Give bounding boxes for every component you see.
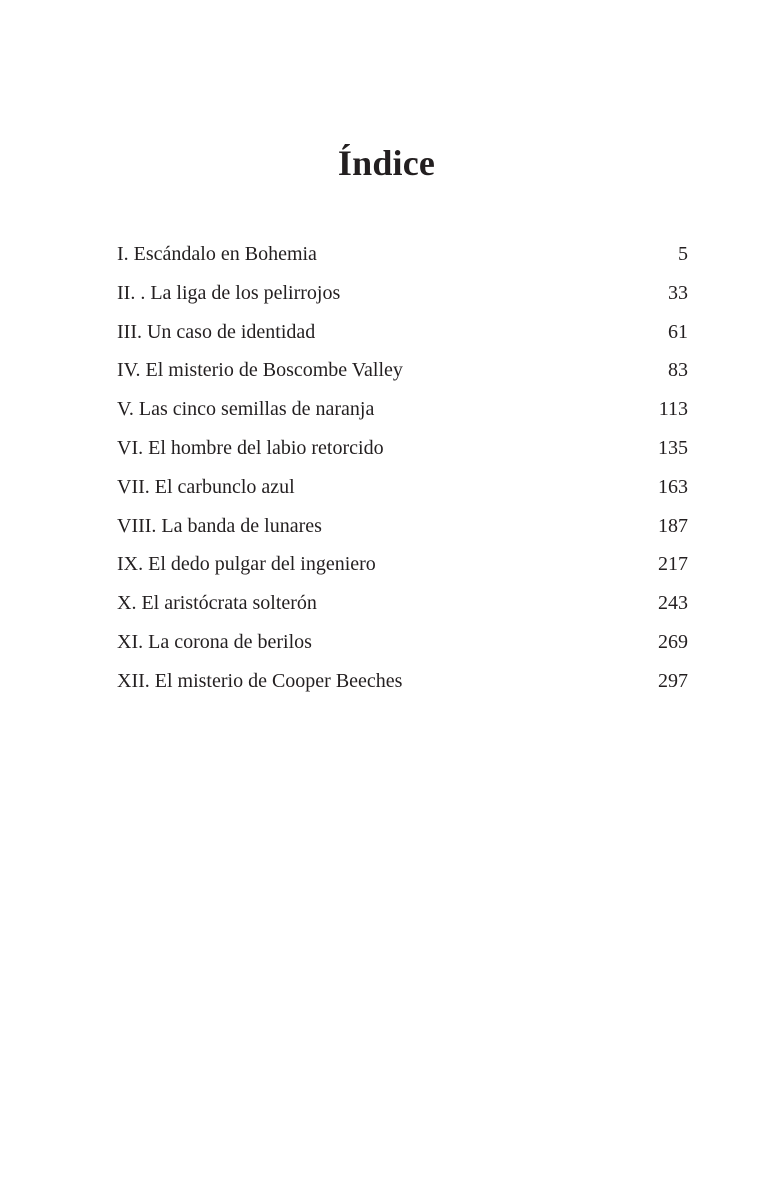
toc-entry-page: 297 (658, 669, 688, 692)
toc-entry-label: IV. El misterio de Boscombe Valley (117, 359, 403, 382)
toc-entry (117, 390, 688, 429)
page-title: Índice (337, 143, 436, 183)
toc-entry (117, 623, 688, 662)
toc-entry-page: 5 (678, 243, 688, 265)
toc-entry (117, 351, 688, 390)
toc-entry (117, 584, 688, 623)
toc-entry-label: II. . La liga de los pelirrojos (117, 281, 341, 304)
toc-entry-label: III. Un caso de identidad (117, 320, 316, 343)
toc-entry-page: 33 (668, 281, 688, 304)
table-of-contents (117, 235, 688, 701)
toc-entry-page: 187 (658, 514, 688, 537)
toc-entry-page: 243 (658, 592, 688, 615)
toc-entry (117, 545, 688, 584)
toc-entry-label: VIII. La banda de lunares (117, 514, 322, 537)
toc-entry-page: 135 (658, 436, 688, 459)
toc-entry-page: 217 (658, 553, 688, 576)
toc-entry (117, 313, 688, 352)
toc-entry-label: V. Las cinco semillas de naranja (117, 398, 375, 421)
toc-entry-label: VI. El hombre del labio retorcido (117, 436, 384, 459)
toc-entry-page: 113 (658, 398, 688, 421)
toc-entry-label: X. El aristócrata solterón (117, 592, 317, 615)
toc-entry-page: 83 (668, 359, 688, 382)
toc-entry-page: 61 (668, 320, 688, 343)
toc-entry-label: IX. El dedo pulgar del ingeniero (117, 553, 376, 576)
toc-entry-label: XI. La corona de berilos (117, 630, 312, 653)
toc-entry-label: I. Escándalo en Bohemia (117, 243, 317, 265)
toc-entry-label: XII. El misterio de Cooper Beeches (117, 669, 403, 692)
toc-entry (117, 274, 688, 313)
toc-entry-page: 163 (658, 475, 688, 498)
toc-entry-page: 269 (658, 630, 688, 653)
toc-entry (117, 235, 688, 274)
toc-entry (117, 468, 688, 507)
toc-entry (117, 507, 688, 546)
toc-entry (117, 429, 688, 468)
toc-entry (117, 662, 688, 701)
toc-entry-label: VII. El carbunclo azul (117, 475, 295, 498)
